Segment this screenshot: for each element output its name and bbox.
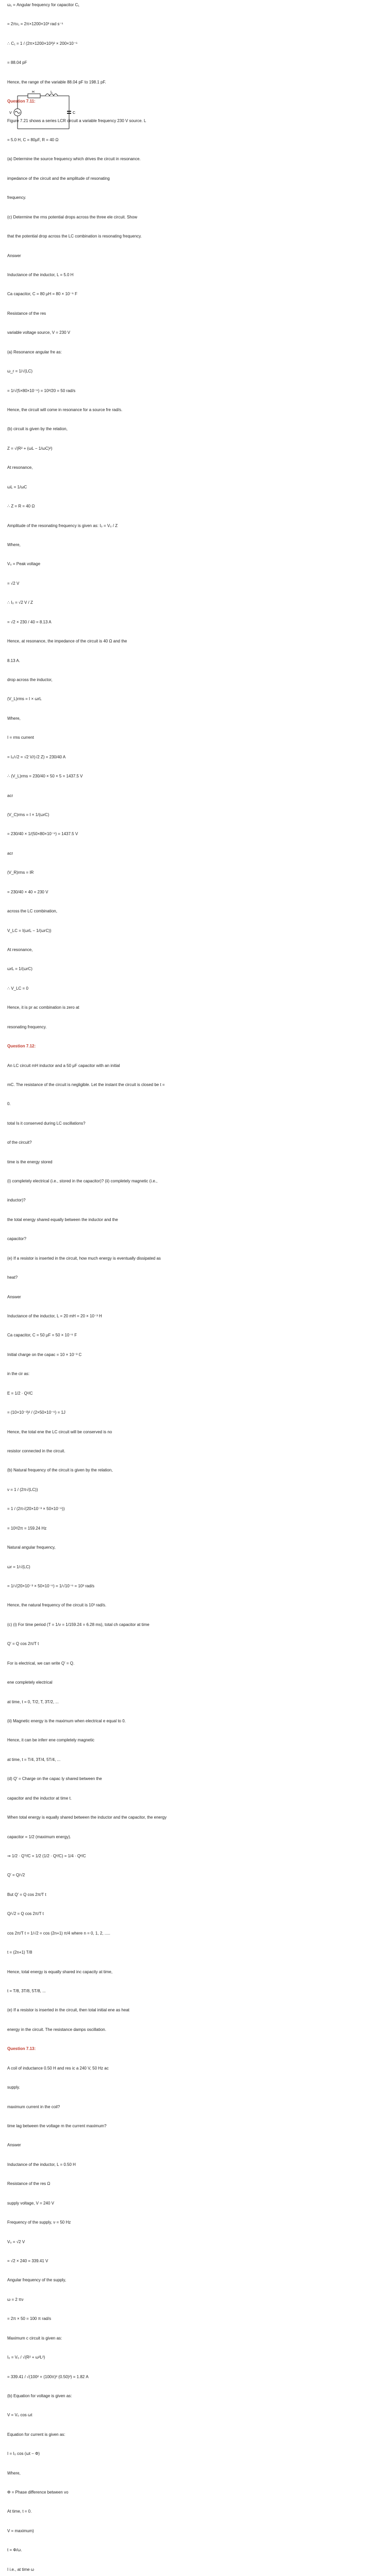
- text-line: ω₁ = Angular frequency for capacitor C₁: [7, 3, 79, 7]
- text-line: total Is it conserved during LC oscillations?: [7, 1121, 86, 1126]
- text-line: t = Φ/ω.: [7, 2548, 22, 2553]
- text-line: Q' = Q/√2: [7, 1873, 25, 1878]
- text-line: resistor connected in the circuit.: [7, 1449, 65, 1453]
- text-line: of the circuit?: [7, 1140, 32, 1145]
- text-line: (b) Natural frequency of the circuit is given by the relation,: [7, 1468, 113, 1473]
- text-line: ωr = 1/√(LC): [7, 1564, 30, 1569]
- text-line: (c) (i) For time period (T = 1/ν = 1/159.24 = 6.28 ms), total ch capacitor at time: [7, 1622, 150, 1627]
- text-line: Answer: [7, 253, 21, 258]
- text-line: 0.: [7, 1101, 11, 1107]
- text-line: I i.e., at time ω: [7, 2567, 35, 2572]
- text-line: = 10³/2π = 159.24 Hz: [7, 1526, 47, 1531]
- text-line: ω = 2 πν: [7, 2297, 24, 2302]
- resistor-symbol: [28, 94, 40, 98]
- text-line: across the LC combination,: [7, 909, 57, 913]
- text-line: = 230/40 × 40 = 230 V: [7, 889, 48, 894]
- text-line: Q' = Q cos 2π/T t: [7, 1641, 39, 1647]
- text-line: = 1 / (2π√(20×10⁻³ × 50×10⁻⁶)): [7, 1506, 65, 1512]
- text-line: Initial charge on the capac = 10 × 10⁻³ C: [7, 1352, 82, 1357]
- text-line: Question 7.12:: [7, 1044, 36, 1048]
- text-line: (b) Equation for voltage is given as:: [7, 2393, 72, 2398]
- text-line: ∴ Z = R = 40 Ω: [7, 504, 35, 509]
- text-line: Q/√2 = Q cos 2π/T t: [7, 1911, 44, 1917]
- text-line: Figure 7.21 shows a series LCR circuit a variable frequency 230 V source. L: [7, 118, 146, 123]
- text-line: Frequency of the supply, ν = 50 Hz: [7, 2220, 71, 2225]
- text-line: At resonance,: [7, 947, 33, 952]
- text-line: Hence, at resonance, the impedance of the circuit is 40 Ω and the: [7, 639, 127, 644]
- lcr-circuit-diagram: [7, 91, 79, 134]
- text-line: (i) completely electrical (i.e., stored in the capacitor)? (ii) completely magnetic (i.e.,: [7, 1179, 158, 1183]
- text-line: maximum current in the coil?: [7, 2104, 60, 2109]
- text-line: Natural angular frequency,: [7, 1545, 56, 1550]
- text-line: = 1/√(20×10⁻³ × 50×10⁻⁶) = 1/√10⁻⁶ = 10³ rad/s: [7, 1584, 95, 1588]
- text-line: V_LC = I(ωrL − 1/(ωrC)): [7, 928, 52, 933]
- text-line: (V_C)rms = I × 1/(ωrC): [7, 812, 49, 817]
- text-line: acr: [7, 851, 13, 856]
- text-line: Answer: [7, 2143, 21, 2148]
- text-line: (e) If a resistor is inserted in the circuit, then total initial ene as heat: [7, 2008, 130, 2013]
- text-line: = √2 × 240 = 339.41 V: [7, 2258, 48, 2263]
- text-line: ω_r = 1/√(LC): [7, 369, 33, 374]
- text-line: An LC circuit mH inductor and a 50 μF capacitor with an initial: [7, 1063, 120, 1068]
- text-line: Resistance of the res Ω: [7, 2181, 51, 2187]
- text-line: (c) Determine the rms potential drops across the three ele circuit. Show: [7, 214, 138, 219]
- text-line: cos 2π/T t = 1/√2 = cos (2n+1) π/4 where n = 0, 1, 2, .....: [7, 1930, 110, 1936]
- text-line: supply voltage, V = 240 V: [7, 2200, 54, 2206]
- text-line: capacitor?: [7, 1236, 26, 1242]
- text-line: ∴ (V_L)rms = 230/40 × 50 × 5 = 1437.5 V: [7, 774, 83, 779]
- text-line: When total energy is equally shared between the inductor and the capacitor, the energy: [7, 1815, 167, 1820]
- text-line: Z = √(R² + (ωL − 1/ωC)²): [7, 446, 53, 451]
- text-line: V = maximum): [7, 2528, 34, 2533]
- text-line: Ca capacitor, C = 50 μF = 50 × 10⁻⁶ F: [7, 1333, 77, 1338]
- text-line: = √2 × 230 / 40 = 8.13 A: [7, 619, 52, 624]
- text-line: V₀ = √2 V: [7, 2239, 25, 2244]
- text-line: frequency.: [7, 195, 26, 200]
- text-line: Resistance of the res: [7, 311, 46, 316]
- label-l: L: [51, 91, 53, 94]
- text-line: Maximum c circuit is given as:: [7, 2335, 62, 2341]
- label-c: C: [73, 111, 76, 115]
- text-line: I = I₀ cos (ωt − Φ): [7, 2451, 40, 2456]
- text-line: impedance of the circuit and the amplitude of resonating: [7, 176, 110, 181]
- text-line: t = T/8, 3T/8, 5T/8, ...: [7, 1988, 46, 1993]
- text-line: = 339.41 / √(100² + (100π)² (0.50)²) = 1.82 A: [7, 2374, 89, 2379]
- text-line: E = 1/2 · Q²/C: [7, 1391, 33, 1396]
- text-line: ∴ C₁ = 1 / (2π×1200×10³)² × 200×10⁻⁶: [7, 41, 78, 46]
- text-line: Hence, the natural frequency of the circuit is 10³ rad/s.: [7, 1603, 107, 1608]
- text-line: (ii) Magnetic energy is the maximum when electrical e equal to 0.: [7, 1719, 126, 1723]
- text-line: I = rms current: [7, 735, 34, 740]
- text-line: At time, t = 0.: [7, 2509, 32, 2514]
- text-line: Angular frequency of the supply,: [7, 2278, 67, 2283]
- text-line: ωrL = 1/(ωrC): [7, 967, 32, 972]
- text-line: that the potential drop across the LC combination is resonating frequency.: [7, 234, 142, 239]
- text-line: variable voltage source, V = 230 V: [7, 330, 71, 335]
- text-line: = 230/40 × 1/(50×80×10⁻⁶) = 1437.5 V: [7, 832, 78, 837]
- text-line: = 88.04 pF: [7, 60, 27, 65]
- text-line: capacitor = 1/2 (maximum energy).: [7, 1834, 71, 1839]
- text-line: I₀ = V₀ / √(R² + ω²L²): [7, 2355, 45, 2360]
- text-line: = 2πν₁ = 2π×1200×10³ rad s⁻¹: [7, 22, 63, 27]
- text-line: Inductance of the inductor, L = 5.0 H: [7, 273, 74, 277]
- text-line: Amplitude of the resonating frequency is given as: I₀ = V₀ / Z: [7, 523, 118, 528]
- text-line: Inductance of the inductor, L = 20 mH = 20 × 10⁻³ H: [7, 1314, 102, 1318]
- text-line: heat?: [7, 1275, 18, 1280]
- text-line: Answer: [7, 1294, 21, 1299]
- text-line: = √2 V: [7, 581, 20, 586]
- text-line: Hence, the range of the variable 88.04 pF to 198.1 pF.: [7, 79, 106, 84]
- text-line: 8.13 A.: [7, 658, 20, 663]
- text-line: (a) Determine the source frequency which drives the circuit in resonance.: [7, 157, 141, 162]
- text-line: Equation for current is given as:: [7, 2432, 65, 2437]
- text-line: time is the energy stored: [7, 1159, 53, 1164]
- text-line: (e) If a resistor is inserted in the circuit, how much energy is eventually dissipated as: [7, 1256, 161, 1261]
- text-line: t = (2n+1) T/8: [7, 1950, 32, 1955]
- text-line: A coil of inductance 0.50 H and res ic a 240 V, 50 Hz ac: [7, 2065, 109, 2071]
- text-line: = 1/√(5×80×10⁻⁶) = 10³/20 = 50 rad/s: [7, 388, 76, 393]
- text-line: But Q' = Q cos 2π/T t: [7, 1892, 46, 1897]
- label-r: R: [32, 91, 35, 94]
- text-line: (b) circuit is given by the relation,: [7, 427, 68, 432]
- text-line: ∴ V_LC = 0: [7, 986, 28, 991]
- text-line: V = V₀ cos ωt: [7, 2413, 32, 2418]
- text-line: drop across the inductor,: [7, 677, 53, 682]
- text-line: the total energy shared equally between the inductor and the: [7, 1217, 118, 1222]
- text-line: = 2π × 50 = 100 π rad/s: [7, 2316, 52, 2321]
- text-line: V₀ = Peak voltage: [7, 562, 41, 567]
- text-line: ∴ I₀ = √2 V / Z: [7, 600, 33, 605]
- text-line: Where,: [7, 2470, 21, 2476]
- text-line: (d) Q' = Charge on the capac ly shared between the: [7, 1776, 102, 1782]
- text-line: = 5.0 H, C = 80μF, R = 40 Ω: [7, 138, 59, 142]
- text-line: Question 7.11:: [7, 99, 36, 104]
- text-line: resonating frequency.: [7, 1024, 47, 1029]
- text-line: (a) Resonance angular fre as:: [7, 349, 62, 354]
- text-line: Hence, total energy is equally shared inc capacity at time,: [7, 1969, 113, 1974]
- text-line: capacitor and the inductor at time t.: [7, 1795, 72, 1801]
- text-line: supply.: [7, 2085, 20, 2090]
- text-line: ⇒ 1/2 · Q'²/C = 1/2 (1/2 · Q²/C) = 1/4 · Q²/C: [7, 1853, 86, 1858]
- text-line: energy in the circuit. The resistance damps oscillation.: [7, 2027, 106, 2032]
- text-line: = (10×10⁻³)² / (2×50×10⁻⁶) = 1J: [7, 1410, 65, 1415]
- text-line: ν = 1 / (2π√(LC)): [7, 1487, 38, 1492]
- text-line: inductor)?: [7, 1198, 26, 1203]
- text-line: (V_R)rms = IR: [7, 870, 34, 875]
- text-line: mC. The resistance of the circuit is negligible. Let the instant the circuit is closed be t =: [7, 1082, 165, 1087]
- text-line: (V_L)rms = I × ωrL: [7, 697, 42, 702]
- text-line: ene completely electrical: [7, 1680, 53, 1685]
- text-line: = I₀/√2 = √2 V/(√2 Z) = 230/40 A: [7, 754, 66, 759]
- label-v: V: [9, 111, 12, 115]
- text-line: Hence, the total ene the LC circuit will be conserved is no: [7, 1429, 112, 1434]
- text-line: Where,: [7, 542, 21, 547]
- text-line: at time, t = 0, T/2, T, 3T/2, ...: [7, 1699, 59, 1704]
- text-line: time lag between the voltage m the current maximum?: [7, 2123, 107, 2128]
- text-line: at time, t = T/4, 3T/4, 5T/4, ...: [7, 1757, 61, 1762]
- text-line: Hence, it can be inferr ene completely magnetic: [7, 1738, 94, 1743]
- text-line: Question 7.13:: [7, 2046, 36, 2052]
- text-line: Ca capacitor, C = 80 μH = 80 × 10⁻⁶ F: [7, 292, 77, 297]
- text-line: Φ = Phase difference between vo: [7, 2490, 69, 2495]
- text-line: For is electrical, we can write Q' = Q.: [7, 1660, 75, 1666]
- text-line: Where,: [7, 716, 21, 721]
- inductor-symbol: [45, 94, 58, 96]
- text-line: Inductance of the inductor, L = 0.50 H: [7, 2162, 76, 2167]
- text-line: ωL = 1/ωC: [7, 484, 27, 489]
- text-line: Hence, it is pr ac combination is zero at: [7, 1005, 79, 1010]
- text-line: Hence, the circuit will come in resonance for a source fre rad/s.: [7, 408, 123, 412]
- text-line: At resonance,: [7, 465, 33, 470]
- text-line: acr: [7, 793, 13, 798]
- text-line: in the cir as:: [7, 1371, 30, 1377]
